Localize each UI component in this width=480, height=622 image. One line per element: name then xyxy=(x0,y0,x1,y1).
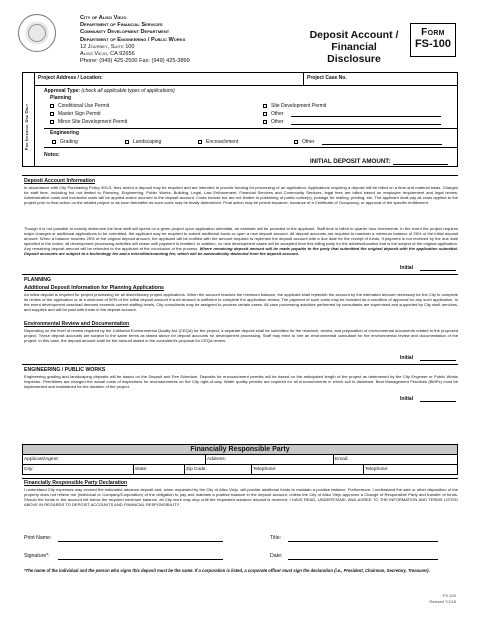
deposit-para-2-text: Though it is not possible to exactly determine the time staff will spend on a given project upon application submittal, an estimate will be provided to the applicant. Staff time is billed in quarter hour increments. In the event the project requires major changes or additional applications to be submitted, the applicant may be required to submit additional funds or open a new deposit account. All deposit accounts are required to maintain a minimum balance of 25% of the initial deposit amount. When a balance reaches 25% of the original deposit amount, the applicant will be notified with the amount required to replenish the deposit account with a due date for the receipt of funds. If payment is not received by the due date specified in the notice, all development processing activities will cease until payment is remitted. In addition, no new development cases will be accepted from this billing party for the address/location that is the subject of the original application. Any remaining deposit amount will be refunded to the applicant at the conclusion of the process. xyxy=(24,226,458,252)
planning-initial-label: Initial xyxy=(400,355,414,361)
frp-row-1 xyxy=(22,455,458,465)
date-label: Date: xyxy=(270,553,283,559)
city-field[interactable]: City: xyxy=(24,467,34,472)
checkbox-encroachment[interactable] xyxy=(198,139,238,145)
form-title xyxy=(303,29,405,65)
cup-label: Conditional Use Permit xyxy=(58,103,110,109)
state-field[interactable]: State: xyxy=(135,467,148,472)
deposit-initial-field[interactable] xyxy=(420,270,456,271)
frp-row-2 xyxy=(22,465,458,475)
frp-declaration-heading: Financially Responsible Party Declaration xyxy=(24,480,128,486)
signature-field[interactable] xyxy=(58,559,223,560)
title-label: Title: xyxy=(270,535,282,541)
form-number: FS-100 xyxy=(414,38,452,50)
print-name-field[interactable] xyxy=(58,541,223,542)
department-info xyxy=(80,15,190,65)
date-field[interactable] xyxy=(288,559,438,560)
checkbox-master-sign[interactable] xyxy=(50,111,101,117)
checkbox-other-1[interactable] xyxy=(263,111,284,117)
engineering-initial-label: Initial xyxy=(400,396,414,402)
eng-other-label: Other xyxy=(302,139,315,145)
title-field[interactable] xyxy=(288,541,438,542)
initial-deposit-label: INITIAL DEPOSIT AMOUNT: xyxy=(310,158,391,165)
notes-label: Notes: xyxy=(44,152,60,158)
city-seal-logo xyxy=(18,14,56,52)
approval-type-label: Approval Type: xyxy=(44,88,81,94)
approval-type-hint: (check all applicable types of applications) xyxy=(81,88,175,94)
form-code: FS-100 xyxy=(442,593,456,598)
other-1-label: Other xyxy=(271,111,284,117)
checkbox-other-2[interactable] xyxy=(263,119,284,125)
form-title-line-1: Deposit Account / xyxy=(309,29,399,41)
city-name: City of Aliso Viejo xyxy=(80,15,127,21)
deposit-para-2 xyxy=(24,226,458,257)
engineering-heading: ENGINEERING / PUBLIC WORKS xyxy=(24,367,106,373)
planning-sub-1: Additional Deposit Information for Planning Applications xyxy=(24,285,164,291)
internal-use-label: For Internal Use Only xyxy=(24,103,29,150)
checkbox-eng-other[interactable] xyxy=(294,139,315,145)
checkbox-landscaping[interactable] xyxy=(125,139,161,145)
planning-para-1: An initial deposit is required for project processing for all discretionary project applications. When the account reaches the minimum balance, the applicant shall replenish the account by the estimated amount necessary for the City to complete its review of the application or at a minimum of 50% of the initial deposit amount if such amount is sufficient to complete the application review. The payment of such costs may be included as a condition of approval for any such application. In the event development caseload demand exceeds current staffing levels, City consultants may be assigned to process certain cases. All case processing activities performed by consultants are supervised and supported by City staff, services, and supplies and will be paid with funds in the deposit account. xyxy=(24,292,458,313)
deposit-heading: Deposit Account Information xyxy=(24,178,95,184)
dept-engineering: Department of Engineering / Public Works xyxy=(80,36,186,43)
telephone-field-1[interactable]: Telephone: xyxy=(253,467,277,472)
other-2-label: Other xyxy=(271,119,284,125)
master-sign-label: Master Sign Permit xyxy=(58,111,101,117)
planning-sub-2: Environmental Review and Documentation xyxy=(24,321,130,327)
deposit-para-2-bold: Where remaining deposit amount will be made payable to the party that submitted the original deposit with the application submittal. Deposit accounts are subject to a technology fee and a microfilm/scanning fee, which will be automatically deducted from the deposit account. xyxy=(24,246,459,257)
approval-type-row xyxy=(44,88,175,94)
landscaping-label: Landscaping xyxy=(133,139,162,145)
form-label: Form xyxy=(421,27,445,38)
telephone-field-2[interactable]: Telephone: xyxy=(365,467,389,472)
engineering-label: Engineering xyxy=(50,130,79,136)
engineering-initial-field[interactable] xyxy=(420,401,456,402)
print-name-label: Print Name: xyxy=(24,535,52,541)
project-address-label: Project Address / Location: xyxy=(38,75,103,81)
applicant-field[interactable]: Applicant/Agent: xyxy=(24,457,59,462)
initial-deposit-field[interactable] xyxy=(393,164,448,165)
checkbox-grading[interactable] xyxy=(52,139,78,145)
planning-initial-field[interactable] xyxy=(420,360,456,361)
zip-field[interactable]: Zip Code: xyxy=(186,467,207,472)
checkbox-site-dev[interactable] xyxy=(263,103,326,109)
address-line-1: 12 Journey, Suite 100 xyxy=(80,43,135,50)
frp-heading: Financially Responsible Party xyxy=(22,444,458,455)
grading-label: Grading xyxy=(60,139,78,145)
planning-para-2: Depending on the level of review required by the California Environmental Quality Act (CEQA) for the project, a separate deposit shall be submitted for the research, review, and preparation of environmental documents related to the proposed project. These deposit accounts are subject to the same terms as stated above for deposit accounts for development processing. Staff may elect to hire an environmental consultant for the environmental review and documentation of the project. In this case, the deposit amount shall be the amount stated in the consultant's proposal for CEQA review. xyxy=(24,328,458,344)
deposit-para-1: In accordance with City Purchasing Policy 300-5, fees and/or a deposit may be required and are intended to provide funding for processing of an application. Applications requiring a deposit will be billed on a time and material basis. Charges for staff time, including but not limited to Planning, Engineering, Public Works, Building, Legal, Law Enforcement, Financial Services and Community Services, legal fees are billed based on employee requirement and legal review. Administrative costs and incidental costs will be applied and/or accrued to the deposit account. Costs include but are not limited to publishing of public notice(s), postage for mailing, printing, etc. The applicant shall pay all costs applied to the project prior to final action on the related project or as soon thereafter as such costs may be finally determined. Final action may be permit issuance, issuance of a Certificate of Occupancy, or approval of the specific entitlement. xyxy=(24,185,458,206)
frp-declaration: I understand City expenses may exceed the estimated advance deposit and, when requested by the City of Aliso Viejo, will provide additional funds to maintain a positive balance. Furthermore, I understand the sale or other disposition of the property does not relieve me (individual or Company/Corporation) of the obligation to pay and maintain a positive balance in the deposit account, unless the City of Aliso Viejo approves a Change of Responsible Party and transfer of funds. Should the funds in the account fall below the required minimum balance, all City work may stop until the requested advance deposit is received. I HAVE READ, UNDERSTAND, AND AGREE TO THE INFORMATION AND TERMS LISTED ABOVE IN REGARDS TO DEPOSIT ACCOUNTS AND FINANCIAL RESPONSIBILITY. xyxy=(24,487,458,508)
checkbox-minor-site[interactable] xyxy=(50,119,127,125)
address-field[interactable]: Address: xyxy=(207,457,226,462)
form-title-line-2: Financial Disclosure xyxy=(327,41,381,65)
checkbox-cup[interactable] xyxy=(50,103,109,109)
deposit-initial-label: Initial xyxy=(400,265,414,271)
form-number-box xyxy=(410,23,456,57)
phone-fax: Phone: (949) 425-2500 Fax: (949) 425-3899 xyxy=(80,58,190,65)
revised-date: Revised 7/1/18 xyxy=(429,599,456,604)
email-field[interactable]: Email: xyxy=(335,457,349,462)
dept-community: Community Development Department xyxy=(80,29,170,36)
site-dev-label: Site Development Permit xyxy=(271,103,327,109)
signature-footnote: *The name of the individual and the person who signs this deposit must be the same. If a corporation is listed, a corporate officer must sign the declaration (i.e., President, Chairman, Secretary, Treasurer). xyxy=(24,568,430,573)
dept-financial: Department of Financial Services xyxy=(80,22,163,29)
encroachment-label: Encroachment xyxy=(206,139,239,145)
signature-label: Signature*: xyxy=(24,553,50,559)
planning-label: Planning xyxy=(50,95,72,101)
engineering-para: Engineering grading and landscaping deposits will be based on the Deposit and Fee Schedule. Deposits for encroachment permits will be based on the anticipated length of the project as determined by the City Engineer or Public Works Inspector. Permittees are charged the actual costs of inspections for encroachments on the City right-of-way. Water quality permits are required for all encroachments in which soil is disturbed. Best Management Practices (BMPs) must be implemented and maintained for the duration of the project. xyxy=(24,374,458,390)
minor-site-label: Minor Site Development Permit xyxy=(58,119,128,125)
planning-heading: PLANNING xyxy=(24,277,52,283)
project-case-label: Project Case No. xyxy=(307,75,347,81)
address-line-2: Aliso Viejo, CA 92656 xyxy=(80,51,135,58)
